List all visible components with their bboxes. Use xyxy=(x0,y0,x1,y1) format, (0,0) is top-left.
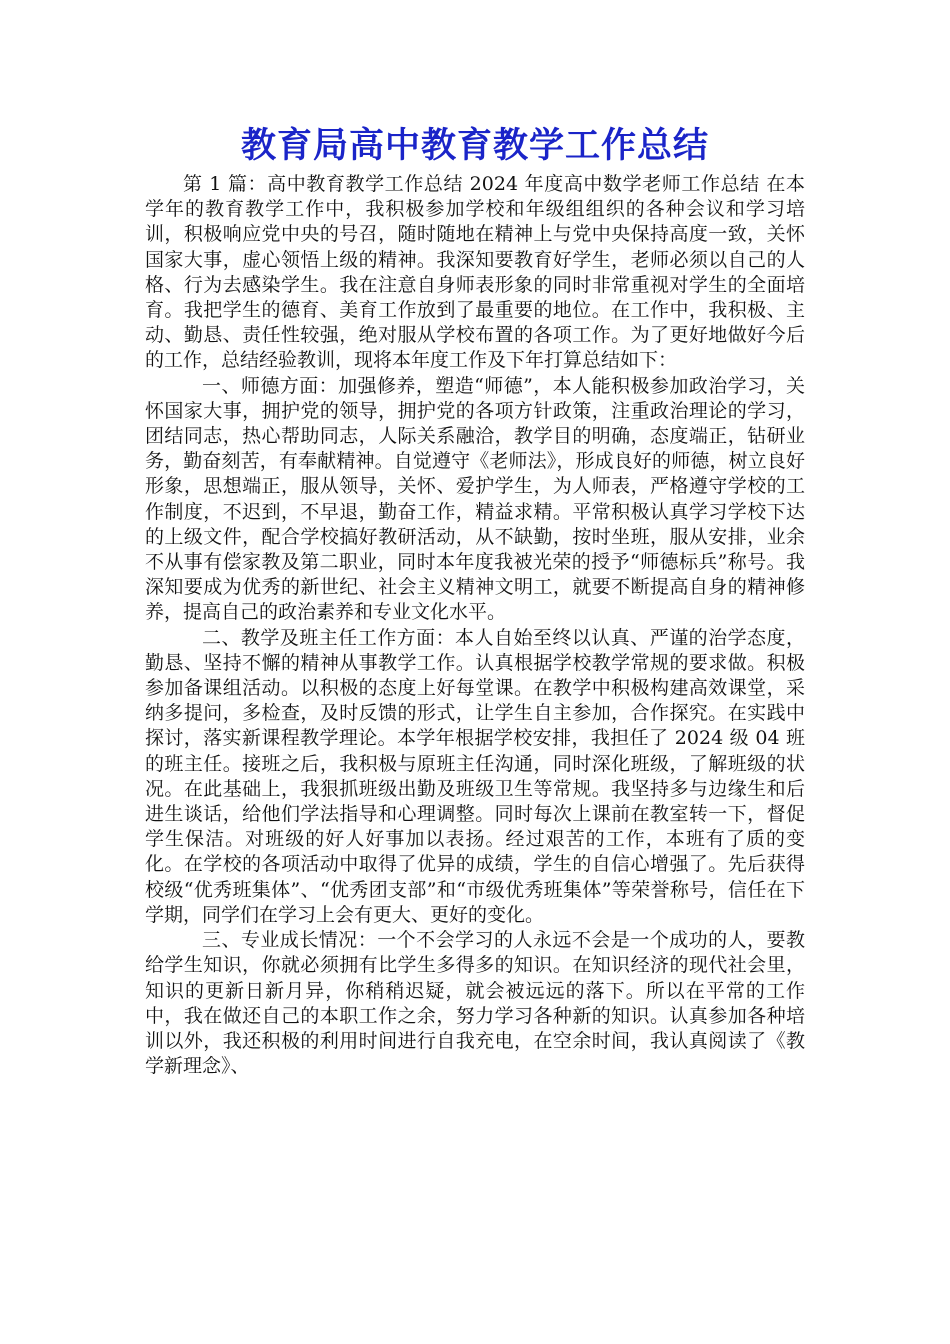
document-page xyxy=(145,120,805,1079)
document-title: 教育局高中教育教学工作总结 xyxy=(240,125,709,166)
paragraph-section-1: 一、师德方面：加强修养，塑造“师德”，本人能积极参加政治学习，关怀国家大事，拥护党的领导，拥护党的各项方针政策，注重政治理论的学习，团结同志，热心帮助同志，人际关系融洽，教学目的明确，态度端正，钻研业务，勤奋刻苦，有奉献精神。自觉遵守《老师法》，形成良好的师德，树立良好形象，思想端正，服从领导，关怀、爱护学生，为人师表，严格遵守学校的工作制度，不迟到，不早退，勤奋工作，精益求精。平常积极认真学习学校下达的上级文件，配合学校搞好教研活动，从不缺勤，按时坐班，服从安排，业余不从事有偿家教及第二职业，同时本年度我被光荣的授予“师德标兵”称号。我深知要成为优秀的新世纪、社会主义精神文明工，就要不断提高自身的精神修养，提高自己的政治素养和专业文化水平。 xyxy=(145,374,805,624)
paragraph-section-3: 三、专业成长情况：一个不会学习的人永远不会是一个成功的人，要教给学生知识，你就必须拥有比学生多得多的知识。在知识经济的现代社会里，知识的更新日新月异，你稍稍迟疑，就会被远远的落下。所以在平常的工作中，我在做还自己的本职工作之余，努力学习各种新的知识。认真参加各种培训以外，我还积极的利用时间进行自我充电，在空余时间，我认真阅读了《教学新理念》、 xyxy=(145,929,805,1078)
paragraph-intro: 第 1 篇：高中教育教学工作总结 2024 年度高中数学老师工作总结 在本学年的教育教学工作中，我积极参加学校和年级组组织的各种会议和学习培训，积极响应党中央的号召，随时随地在精神上与党中央保持高度一致，关怀国家大事，虚心领悟上级的精神。我深知要教育好学生，老师必须以自己的人格、行为去感染学生。我在注意自身师表形象的同时非常重视对学生的全面培育。我把学生的德育、美育工作放到了最重要的地位。在工作中，我积极、主动、勤恳、责任性较强，绝对服从学校布置的各项工作。为了更好地做好今后的工作，总结经验教训，现将本年度工作及下年打算总结如下： xyxy=(145,173,805,372)
paragraph-section-2: 二、教学及班主任工作方面：本人自始至终以认真、严谨的治学态度，勤恳、坚持不懈的精神从事教学工作。认真根据学校教学常规的要求做。积极参加备课组活动。以积极的态度上好每堂课。在教学中积极构建高效课堂，采纳多提问，多检查，及时反馈的形式，让学生自主参加，合作探究。在实践中探讨，落实新课程教学理论。本学年根据学校安排，我担任了 2024 级 04 班的班主任。接班之后，我积极与原班主任沟通，同时深化班级，了解班级的状况。在此基础上，我狠抓班级出勤及班级卫生等常规。我坚持多与边缘生和后进生谈话，给他们学法指导和心理调整。同时每次上课前在教室转一下，督促学生保洁。对班级的好人好事加以表扬。经过艰苦的工作，本班有了质的变化。在学校的各项活动中取得了优异的成绩，学生的自信心增强了。先后获得校级“优秀班集体”、“优秀团支部”和“市级优秀班集体”等荣誉称号，信任在下学期，同学们在学习上会有更大、更好的变化。 xyxy=(145,626,805,926)
